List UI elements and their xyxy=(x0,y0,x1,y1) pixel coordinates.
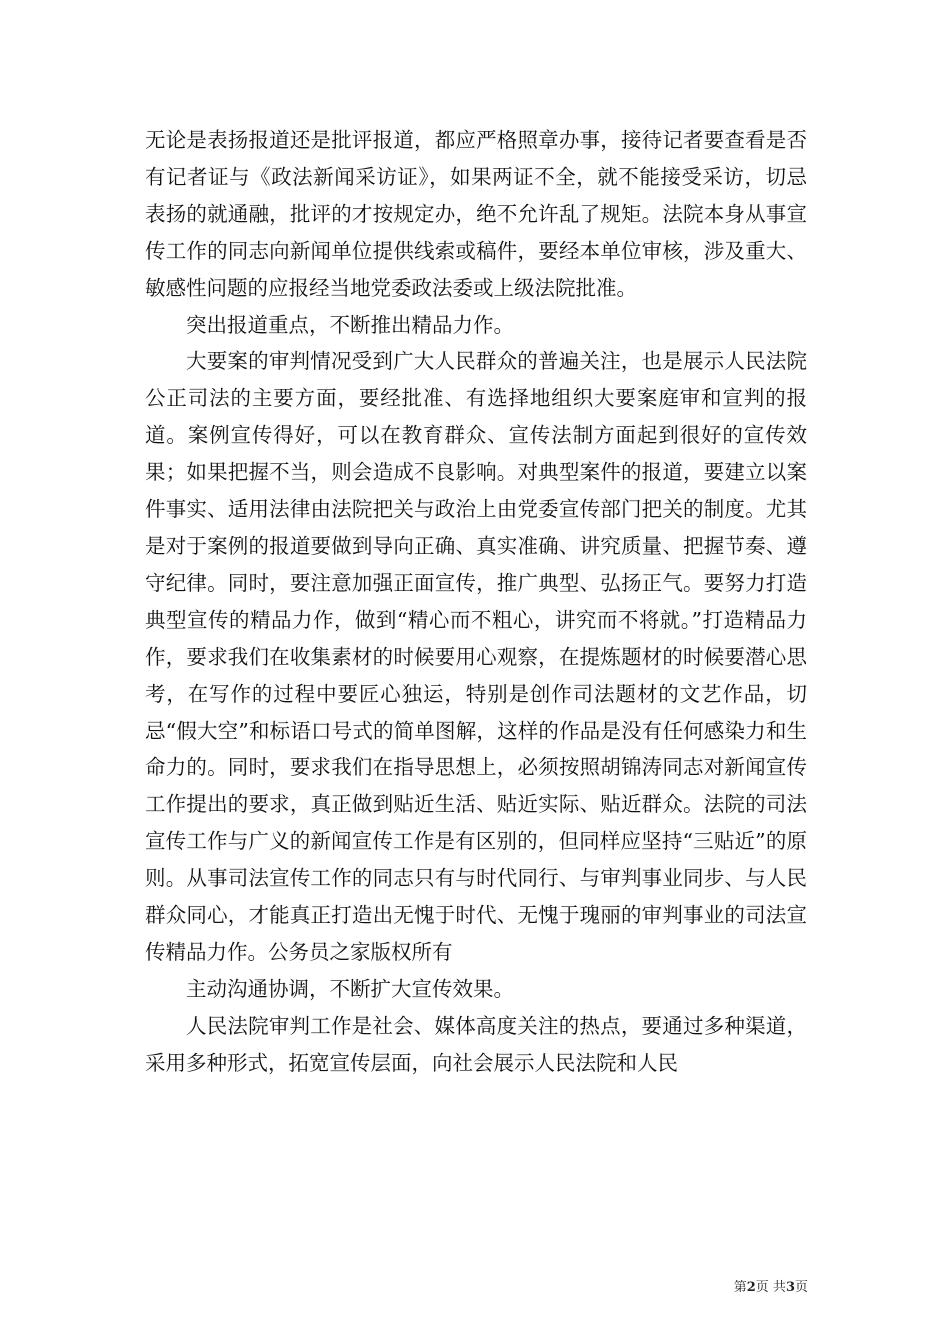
total-pages-number: 3 xyxy=(785,1280,795,1295)
paragraph-3: 大要案的审判情况受到广大人民群众的普遍关注，也是展示人民法院公正司法的主要方面，要经批准、有选择地组织大要案庭审和宣判的报道。案例宣传得好，可以在教育群众、宣传法制方面起到很好的宣传效果；如果把握不当，则会造成不良影响。对典型案件的报道，要建立以案件事实、适用法律由法院把关与政治上由党委宣传部门把关的制度。尤其是对于案例的报道要做到导向正确、真实准确、讲究质量、把握节奏、遵守纪律。同时，要注意加强正面宣传，推广典型、弘扬正气。要努力打造典型宣传的精品力作，做到“精心而不粗心，讲究而不将就。”打造精品力作，要求我们在收集素材的时候要用心观察，在提炼题材的时候要潜心思考，在写作的过程中要匠心独运，特别是创作司法题材的文艺作品，切忌“假大空”和标语口号式的简单图解，这样的作品是没有任何感染力和生命力的。同时，要求我们在指导思想上，必须按照胡锦涛同志对新闻宣传工作提出的要求，真正做到贴近生活、贴近实际、贴近群众。法院的司法宣传工作与广义的新闻宣传工作是有区别的，但同样应坚持“三贴近”的原则。从事司法宣传工作的同志只有与时代同行、与审判事业同步、与人民群众同心，才能真正打造出无愧于时代、无愧于瑰丽的审判事业的司法宣传精品力作。公务员之家版权所有 xyxy=(145,349,807,964)
footer-prefix: 第 xyxy=(733,1280,747,1295)
paragraph-5: 人民法院审判工作是社会、媒体高度关注的热点，要通过多种渠道，采用多种形式，拓宽宣传层面，向社会展示人民法院和人民 xyxy=(145,1013,807,1075)
document-body xyxy=(145,122,807,1082)
footer-suffix: 页 xyxy=(794,1280,808,1295)
page-footer xyxy=(734,1276,808,1295)
paragraph-2: 突出报道重点，不断推出精品力作。 xyxy=(186,312,514,337)
footer-middle: 页 共 xyxy=(755,1280,786,1295)
current-page-number: 2 xyxy=(746,1280,756,1295)
paragraph-4: 主动沟通协调，不断扩大宣传效果。 xyxy=(186,976,514,1001)
paragraph-1: 无论是表扬报道还是批评报道，都应严格照章办事，接待记者要查看是否有记者证与《政法新闻采访证》，如果两证不全，就不能接受采访，切忌表扬的就通融，批评的才按规定办，绝不允许乱了规矩。法院本身从事宣传工作的同志向新闻单位提供线索或稿件，要经本单位审核，涉及重大、敏感性问题的应报经当地党委政法委或上级法院批准。 xyxy=(145,128,807,300)
